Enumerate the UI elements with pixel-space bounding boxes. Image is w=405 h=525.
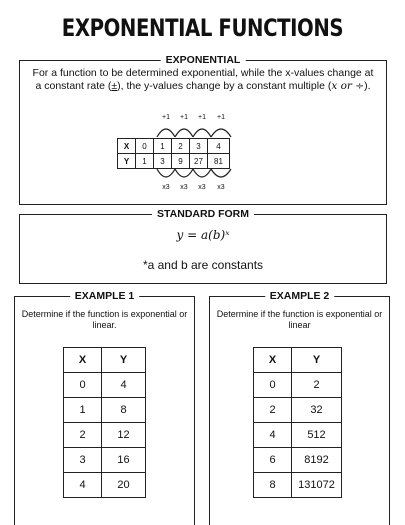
bottom-arc-2 (175, 169, 193, 177)
table-row (254, 423, 342, 448)
y-header: Y (292, 348, 342, 373)
y-value: 8192 (292, 448, 342, 473)
y-value: 8 (102, 398, 146, 423)
y-value: 1 (136, 154, 154, 169)
x-value: 2 (254, 398, 292, 423)
example-1-table (63, 347, 146, 498)
exponential-label: EXPONENTIAL (161, 53, 246, 67)
example-2-label: EXAMPLE 2 (265, 289, 335, 303)
bottom-arc-1 (157, 169, 175, 177)
add-step-4: +1 (217, 114, 225, 121)
xy-table (117, 138, 230, 169)
x-value: 3 (64, 448, 102, 473)
x-value: 1 (154, 139, 172, 154)
y-header: Y (102, 348, 146, 373)
definition-text-before: For a function to be determined exponential, while the x-values change at a constant rate ( (32, 67, 374, 92)
x-header: X (118, 139, 136, 154)
x-value: 0 (64, 373, 102, 398)
x-header: X (254, 348, 292, 373)
x-value: 6 (254, 448, 292, 473)
bottom-arc-4 (211, 169, 231, 177)
top-arc-3 (193, 129, 211, 137)
example-1-prompt: Determine if the function is exponential or linear. (21, 309, 188, 330)
table-row (118, 139, 230, 154)
y-value: 131072 (292, 473, 342, 498)
y-header: Y (118, 154, 136, 169)
mult-step-3: x3 (198, 184, 206, 191)
x-value: 0 (136, 139, 154, 154)
x-value: 4 (254, 423, 292, 448)
table-row (254, 448, 342, 473)
example-2-section (209, 290, 390, 525)
mult-step-4: x3 (217, 184, 225, 191)
y-value: 16 (102, 448, 146, 473)
standard-form-formula: y = a(b)ˣ (176, 228, 230, 242)
top-arc-1 (157, 129, 175, 137)
bottom-arc-3 (193, 169, 211, 177)
exponential-section (19, 54, 387, 205)
table-row (64, 398, 146, 423)
standard-form-section (19, 208, 387, 284)
example-1-section (14, 290, 195, 525)
x-value: 3 (190, 139, 208, 154)
table-row (64, 448, 146, 473)
constants-note: *a and b are constants (142, 258, 264, 272)
y-value: 27 (190, 154, 208, 169)
y-value: 2 (292, 373, 342, 398)
y-value: 3 (154, 154, 172, 169)
add-step-1: +1 (162, 114, 170, 121)
mult-step-2: x3 (180, 184, 188, 191)
table-row (64, 423, 146, 448)
table-row (64, 348, 146, 373)
x-value: 4 (208, 139, 230, 154)
y-value: 32 (292, 398, 342, 423)
definition-text-after: ). (364, 79, 371, 92)
page-title: EXPONENTIAL FUNCTIONS (61, 14, 344, 42)
example-2-prompt: Determine if the function is exponential or linear (216, 309, 383, 330)
y-value: 12 (102, 423, 146, 448)
x-value: 2 (172, 139, 190, 154)
table-row (254, 348, 342, 373)
mult-operator: x or ÷ (331, 79, 365, 92)
add-step-2: +1 (180, 114, 188, 121)
standard-form-label: STANDARD FORM (152, 207, 254, 221)
table-row (64, 373, 146, 398)
add-operator: ± (111, 79, 118, 92)
x-value: 8 (254, 473, 292, 498)
x-value: 1 (64, 398, 102, 423)
top-arc-2 (175, 129, 193, 137)
add-step-3: +1 (198, 114, 206, 121)
y-value: 9 (172, 154, 190, 169)
example-1-label: EXAMPLE 1 (70, 289, 140, 303)
table-row (118, 154, 230, 169)
x-value: 2 (64, 423, 102, 448)
x-value: 4 (64, 473, 102, 498)
y-value: 4 (102, 373, 146, 398)
mult-step-1: x3 (162, 184, 170, 191)
table-row (254, 373, 342, 398)
definition-text-middle: ), the y-values change by a constant multiple ( (117, 79, 332, 92)
y-value: 512 (292, 423, 342, 448)
x-value: 0 (254, 373, 292, 398)
x-header: X (64, 348, 102, 373)
table-row (254, 473, 342, 498)
top-arc-4 (211, 129, 231, 137)
y-value: 81 (208, 154, 230, 169)
table-row (64, 473, 146, 498)
y-value: 20 (102, 473, 146, 498)
example-2-table (253, 347, 342, 498)
table-row (254, 398, 342, 423)
